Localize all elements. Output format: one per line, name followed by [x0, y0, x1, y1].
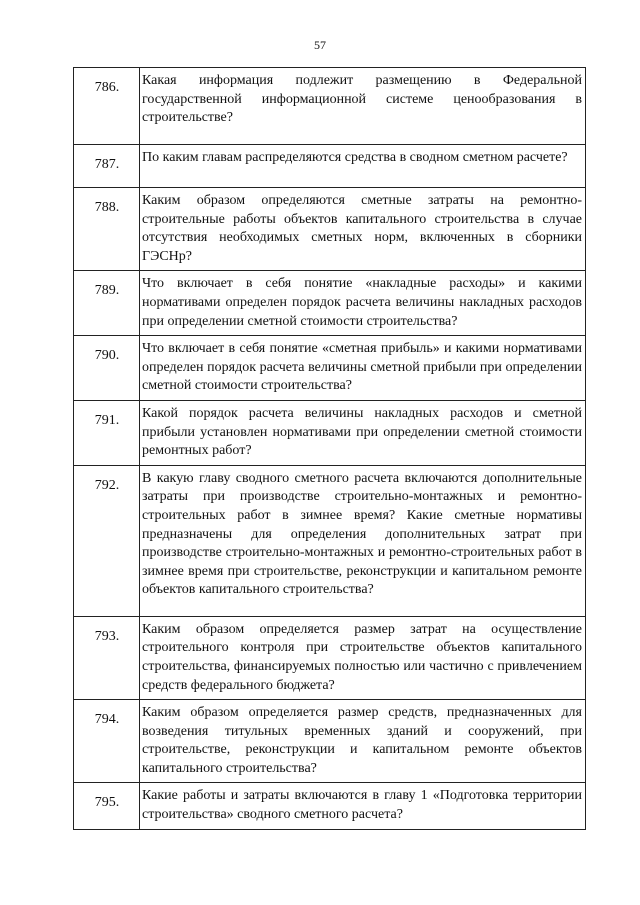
table-row [74, 783, 586, 829]
question-number: 790. [74, 336, 140, 401]
question-number: 795. [74, 783, 140, 829]
question-text: Что включает в себя понятие «сметная прибыль» и какими нормативами определен порядок расчета величины сметной прибыли при определении сметной стоимости строительства? [140, 336, 586, 401]
questions-table [73, 67, 586, 830]
question-text: По каким главам распределяются средства в сводном сметном расчете? [140, 145, 586, 188]
question-number: 786. [74, 68, 140, 145]
table-row [74, 145, 586, 188]
question-number: 794. [74, 700, 140, 783]
table-row [74, 68, 586, 145]
question-number: 791. [74, 400, 140, 465]
question-number: 793. [74, 616, 140, 699]
table-row [74, 465, 586, 616]
page-number: 57 [314, 38, 326, 52]
question-text: В какую главу сводного сметного расчета включаются дополнительные затраты при производстве строительно-монтажных и ремонтно-строительных работ в зимнее время? Какие сметные нормативы предназначены для определения дополнительных затрат при производстве строительно-монтажных и ремонтно-строительных работ в зимнее время при строительстве, реконструкции и капитальном ремонте объектов капитального строительства? [140, 465, 586, 616]
question-text: Каким образом определяется размер средств, предназначенных для возведения титульных временных зданий и сооружений, при строительстве, реконструкции и капитальном ремонте объектов капитального строительства? [140, 700, 586, 783]
question-text: Что включает в себя понятие «накладные расходы» и какими нормативами определен порядок расчета величины накладных расходов при определении сметной стоимости строительства? [140, 271, 586, 336]
question-text: Каким образом определяется размер затрат на осуществление строительного контроля при строительстве объектов капитального строительства, финансируемых полностью или частично с привлечением средств федерального бюджета? [140, 616, 586, 699]
question-number: 788. [74, 188, 140, 271]
table-row [74, 271, 586, 336]
question-text: Какой порядок расчета величины накладных расходов и сметной прибыли установлен нормативами при определении сметной стоимости ремонтных работ? [140, 400, 586, 465]
question-number: 787. [74, 145, 140, 188]
question-text: Какая информация подлежит размещению в Федеральной государственной информационной системе ценообразования в строительстве? [140, 68, 586, 145]
table-row [74, 700, 586, 783]
question-text: Каким образом определяются сметные затраты на ремонтно-строительные работы объектов капитального строительства в случае отсутствия необходимых сметных норм, включенных в сборники ГЭСНр? [140, 188, 586, 271]
table-row [74, 400, 586, 465]
question-number: 789. [74, 271, 140, 336]
table-row [74, 188, 586, 271]
table-row [74, 616, 586, 699]
question-text: Какие работы и затраты включаются в главу 1 «Подготовка территории строительства» сводного сметного расчета? [140, 783, 586, 829]
question-number: 792. [74, 465, 140, 616]
table-row [74, 336, 586, 401]
